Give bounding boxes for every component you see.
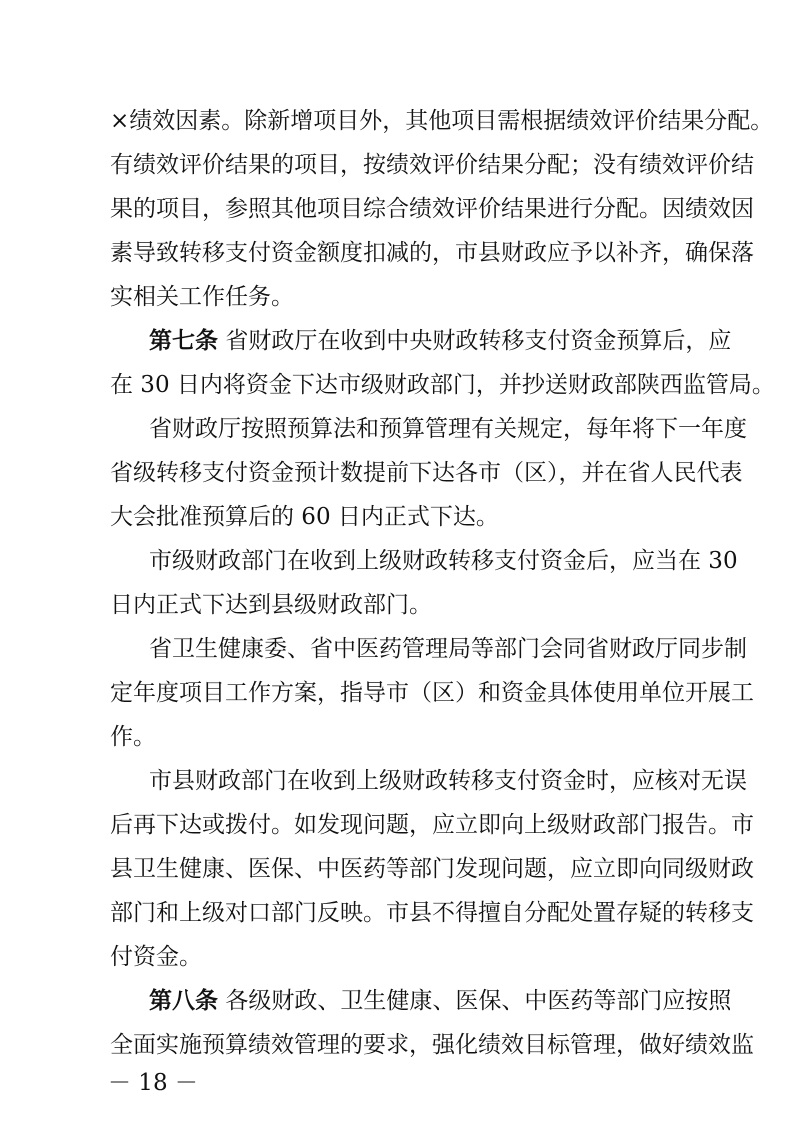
article-eight-first-line [149, 986, 732, 1016]
text-line: 省卫生健康委、省中医药管理局等部门会同省财政厅同步制 [149, 636, 747, 662]
text-line: 省财政厅按照预算法和预算管理有关规定，每年将下一年度 [149, 416, 747, 442]
text-line: 市级财政部门在收到上级财政转移支付资金后，应当在 30 [149, 548, 738, 574]
text-line: 大会批准预算后的 60 日内正式下达。 [110, 504, 499, 530]
text-line: 素导致转移支付资金额度扣减的，市县财政应予以补齐，确保落 [110, 240, 754, 266]
text-line: 定年度项目工作方案，指导市（区）和资金具体使用单位开展工 [110, 680, 754, 706]
text-line: 县卫生健康、医保、中医药等部门发现问题，应立即向同级财政 [110, 856, 754, 882]
article-heading: 第七条 [149, 328, 218, 354]
text-line: 日内正式下达到县级财政部门。 [110, 592, 432, 618]
text-line: 有绩效评价结果的项目，按绩效评价结果分配；没有绩效评价结 [110, 152, 754, 178]
text-line: 付资金。 [110, 944, 202, 970]
text-span: 各级财政、卫生健康、医保、中医药等部门应按照 [225, 988, 732, 1014]
text-line: 果的项目，参照其他项目综合绩效评价结果进行分配。因绩效因 [110, 196, 754, 222]
text-line: 在 30 日内将资金下达市级财政部门，并抄送财政部陕西监管局。 [110, 372, 775, 398]
text-line: 全面实施预算绩效管理的要求，强化绩效目标管理，做好绩效监 [110, 1032, 754, 1058]
text-span: 省财政厅在收到中央财政转移支付资金预算后，应 [225, 328, 732, 354]
text-line: 省级转移支付资金预计数提前下达各市（区），并在省人民代表 [110, 460, 743, 486]
article-seven-first-line [149, 326, 732, 356]
text-line: 实相关工作任务。 [110, 284, 294, 310]
text-line: 作。 [110, 724, 156, 750]
article-heading: 第八条 [149, 988, 218, 1014]
text-line: 后再下达或拨付。如发现问题，应立即向上级财政部门报告。市 [110, 812, 754, 838]
page-number: － 18 － [108, 1070, 198, 1096]
text-line: ×绩效因素。除新增项目外，其他项目需根据绩效评价结果分配。 [110, 108, 774, 134]
text-line: 部门和上级对口部门反映。市县不得擅自分配处置存疑的转移支 [110, 900, 754, 926]
text-line: 市县财政部门在收到上级财政转移支付资金时，应核对无误 [149, 768, 747, 794]
